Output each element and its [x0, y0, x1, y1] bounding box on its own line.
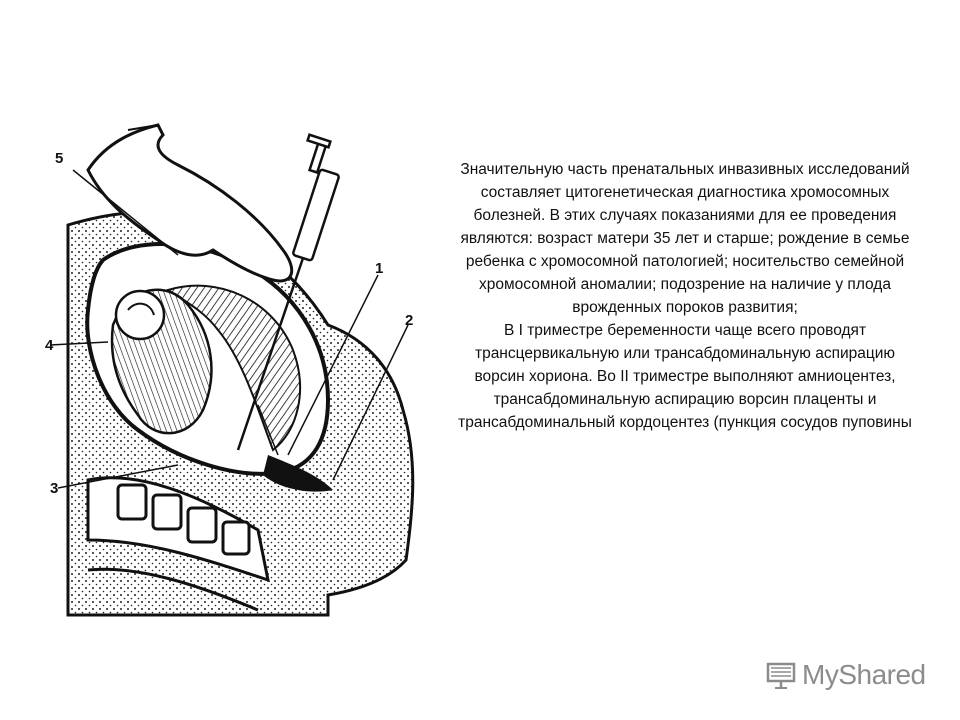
watermark-label: MyShared [802, 659, 926, 690]
slide-text [455, 158, 915, 434]
label-3: 3 [50, 480, 59, 497]
projector-screen-icon [766, 661, 796, 689]
label-1: 1 [375, 260, 384, 277]
label-4: 4 [45, 337, 54, 354]
amniocentesis-diagram-icon [28, 110, 448, 630]
paragraph-indications: Значительную часть пренатальных инвазивных исследований составляет цитогенетическая диагностика хромосомных болезней. В этих случаях показаниями для ее проведения являются: возраст матери 35 лет и старше; рождение в семье ребенка с хромосомной патологией; носительство семейной хромосомной аномалии; подозрение на наличие у плода врожденных пороков развития; [460, 161, 910, 316]
watermark-logo [766, 655, 936, 695]
label-2: 2 [405, 312, 414, 329]
paragraph-procedures: В I триместре беременности чаще всего проводят трансцервикальную или трансабдоминальную аспирацию ворсин хориона. Во II триместре выполняют амниоцентез, трансабдоминальную аспирацию ворсин плаценты и трансабдоминальный кордоцентез (пункция сосудов пуповины [458, 322, 912, 431]
label-5: 5 [55, 150, 64, 167]
